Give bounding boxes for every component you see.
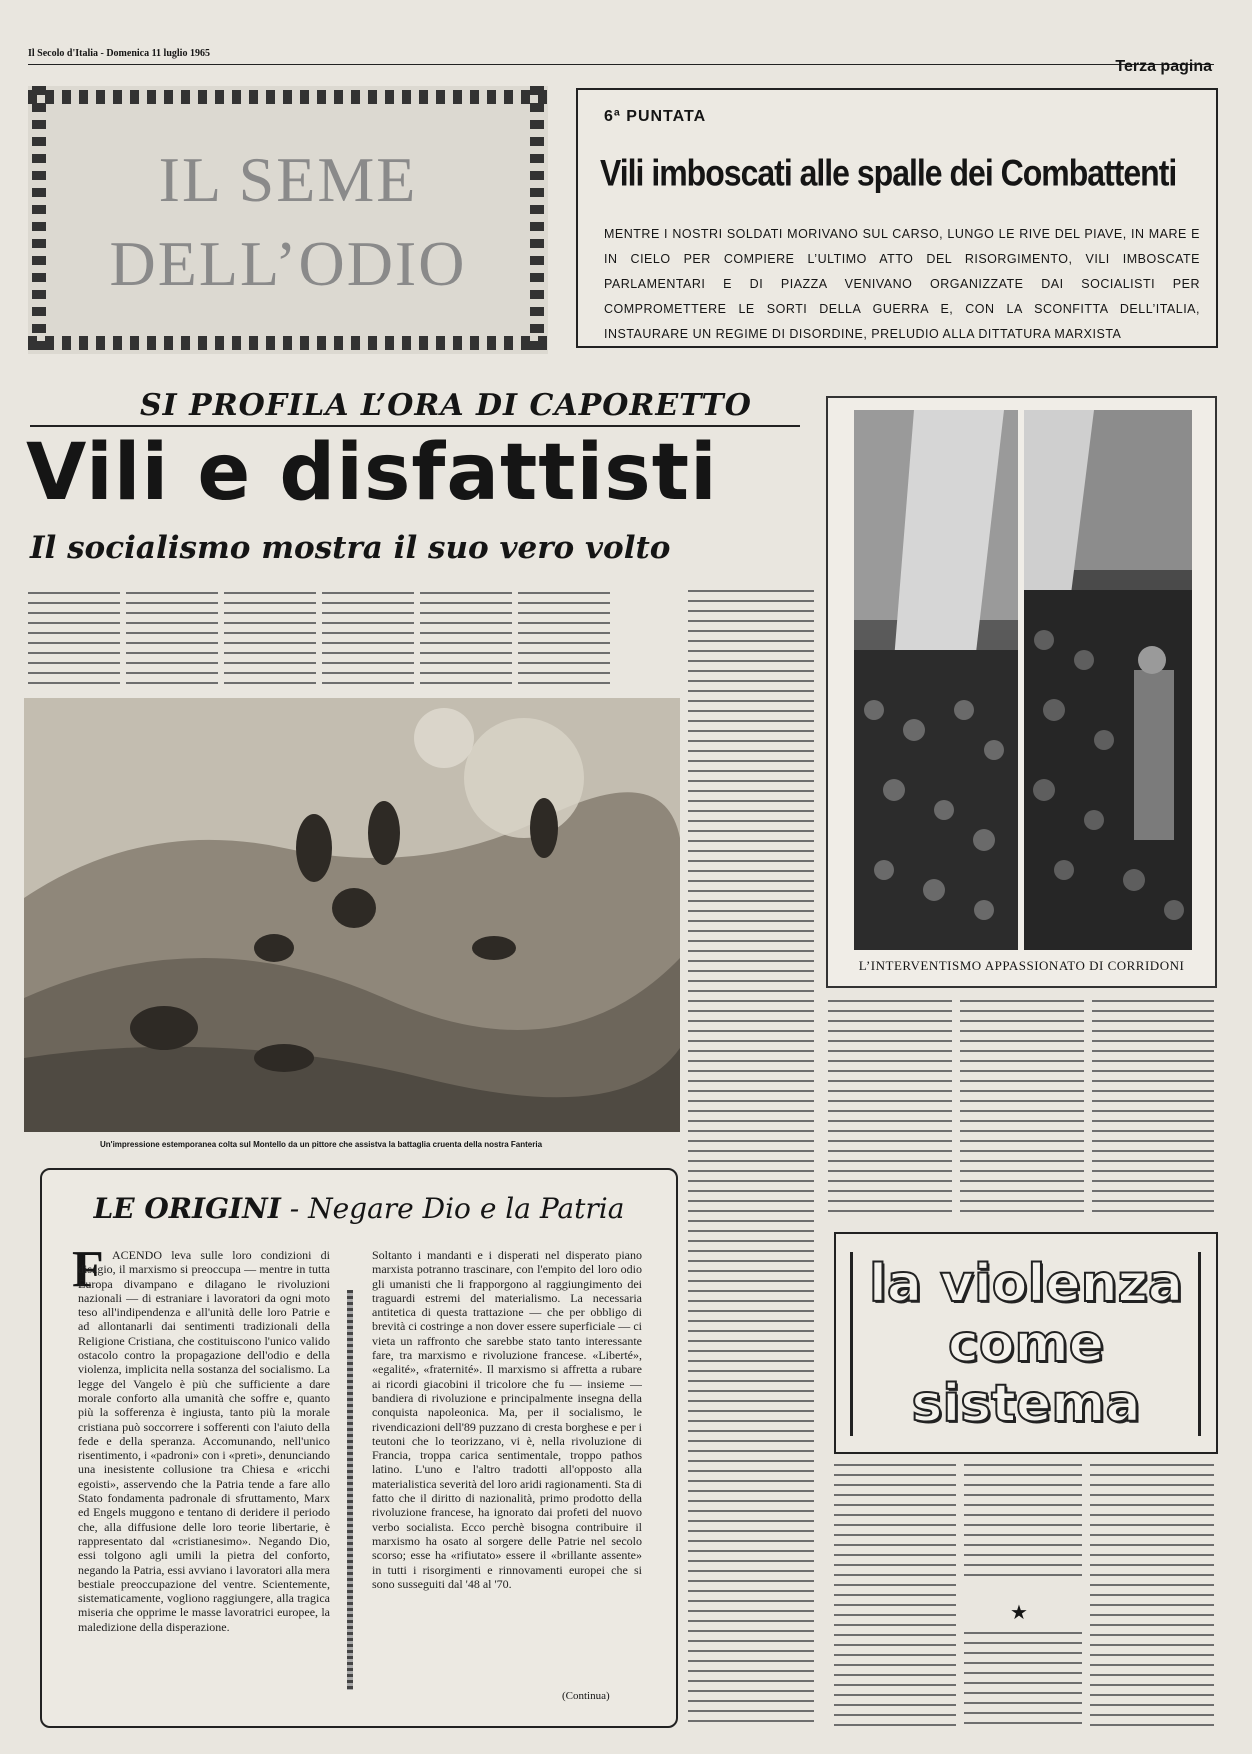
installment-box: [576, 88, 1218, 348]
body-column-2: [126, 592, 218, 688]
series-title-line2: DELL’ODIO: [109, 228, 467, 299]
violenza-line-2: come: [948, 1314, 1104, 1374]
corridoni-photo-frame: [826, 396, 1217, 988]
origini-box: [40, 1168, 678, 1728]
violenza-box: [834, 1232, 1218, 1454]
section-star: ★: [1010, 1600, 1028, 1624]
masthead-rule: [28, 64, 1214, 65]
body-column-9: [960, 1000, 1084, 1212]
dotted-border-right: [530, 86, 544, 354]
dotted-border-bottom: [28, 336, 548, 350]
installment-label: 6ª PUNTATA: [604, 108, 707, 125]
origini-heading: [42, 1192, 676, 1225]
body-column-15: [1090, 1464, 1214, 1726]
installment-summary: MENTRE I NOSTRI SOLDATI MORIVANO SUL CARSO, LUNGO LE RIVE DEL PIAVE, IN MARE E IN CIELO PER COMPIERE L’ULTIMO ATTO DEL RISORGIMENTO, VILI IMBOSCATE PARLAMENTARI E DI PIAZZA VENIVANO ORGANIZZATE DAI SOCIALISTI PER COMPROMETTERE LE SORTI DELLA GUERRA E, CON LA SCONFITTA DELL’ITALIA, INSTAURARE UN REGIME DI DISORDINE, PRELUDIO ALLA DITTATURA MARXISTA: [604, 227, 1200, 341]
body-column-11: [688, 1000, 814, 1728]
crowd-photo-right: [1024, 410, 1192, 950]
kicker: SI PROFILA L’ORA DI CAPORETTO: [140, 388, 752, 423]
dotted-border-left: [32, 86, 46, 354]
body-column-10: [1092, 1000, 1214, 1212]
origini-subtitle: Negare Dio e la Patria: [308, 1192, 625, 1225]
kicker-rule: [30, 425, 800, 427]
section-label: Terza pagina: [1115, 58, 1212, 75]
battle-painting-image: [24, 698, 680, 1132]
origini-column-divider: [347, 1290, 353, 1690]
origini-separator: -: [289, 1192, 309, 1225]
violenza-line-3: sistema: [911, 1374, 1141, 1434]
body-column-1: [28, 592, 120, 688]
origini-column-1: ACENDO leva sulle loro condizioni di disagio, il marxismo si preoccupa — mentre in tutta Europa divampano e dilagano le rivoluzioni nazionali — di estraniare i lavoratori da ogni moto teso all'indipendenza e all'unità delle loro Patrie e ad allontanarli dai sentimenti tradizionali della Religione Cristiana, che costituiscono l'unico valido ostacolo contro la propagazione dell'odio e della violenza, implicita nella sostanza del socialismo. La legge del Vangelo è più che sufficiente a dare morale conforto alla umanità che soffre e, quanto più la sofferenza è ingiusta, tanto più la morale cristiana può soccorrere i sofferenti con l'aiuto della fede e della speranza. Accomunando, nell'unico risentimento, i «padroni» con i «preti», denunciando una inesistente collusione tra Chiesa e «ricchi egoisti», asservendo che la Patria tende a fare allo Stato fondamenta padronale di sfruttamento, Marx ed Engels muggono e tentano di deridere il periodo che, alla diffusione delle loro teorie libertarie, è rappresentato dal «cristianesimo». Negando Dio, essi tolgono agli umili la pietra del conforto, negando la Patria, essi avviano i lavoratori alla mera bestiale preoccupazione del ventre. Scientemente, sistematicamente, vogliono raggiungere, alla tragica miseria che opprime le masse lavoratrici europee, la maledizione della disperazione.: [78, 1248, 330, 1634]
headline: Vili e disfattisti: [26, 428, 718, 518]
body-column-5: [420, 592, 512, 688]
body-column-6: [518, 592, 610, 688]
installment-title: Vili imboscati alle spalle dei Combattenti: [600, 152, 1177, 194]
subhead: Il socialismo mostra il suo vero volto: [30, 530, 671, 566]
violenza-line-1: la violenza: [869, 1254, 1183, 1314]
body-column-8: [828, 1000, 952, 1212]
body-column-12: [834, 1464, 956, 1726]
origini-dropcap: F: [72, 1241, 104, 1298]
series-title-line1: IL SEME: [158, 144, 418, 215]
painting-caption: Un'impressione estemporanea colta sul Montello da un pittore che assistva la battaglia cruenta della nostra Fanteria: [100, 1140, 543, 1149]
body-column-13: [964, 1464, 1082, 1584]
crowd-photo-left: [854, 410, 1018, 950]
body-column-3: [224, 592, 316, 688]
series-title-box: [28, 86, 548, 354]
body-column-14: [964, 1632, 1082, 1726]
photo-caption: L’INTERVENTISMO APPASSIONATO DI CORRIDONI: [858, 958, 1185, 973]
folio-line: Il Secolo d'Italia - Domenica 11 luglio 1965: [28, 48, 210, 59]
body-column-4: [322, 592, 414, 688]
origini-column-2: Soltanto i mandanti e i disperati nel disperato piano marxista potranno trascinare, con l'empito del loro odio gli umanisti che li frapporgono al raggiungimento dei traguardi estremi del materialismo. La necessaria antitetica di questa trattazione — che per obbligo di brevità ci costringe a non dover essere superficiale — ci vieta un raffronto che sarebbe stato tanto interessante fare, tra marxismo e rivoluzione francese. «Liberté», «egalité», «fraternité». Il marxismo si affretta a rubare ai ricordi giacobini il tricolore che fu — insieme — bandiera di rivoluzione e principalmente insegna della conquista napoleonica. Ma, per il socialismo, le rivendicazioni dell'89 puzzano di cresta borghese e per i teutoni che lo teorizzano, vi è, nella rivoluzione di Francia, troppa carica sentimentale, troppo pathos latino. L'uno e l'altro tradotti all'opposto alla materialistica severità del loro aridi ragionamenti. Sta di fatto che il diritto di nazionalità, primo prodotto della rivoluzione francese, ha ignorato dai profeti del nuovo verbo socialista. Ecco perchè bisogna contribuire il marxismo ha osato al sorgere delle Patrie nel secolo scorso; esse ha «rifiutato» essere il «brillante assente» in tutti i risorgimenti e rinnovamenti europei che si sono susseguiti dal '48 al '70.: [372, 1248, 642, 1591]
origini-continua: (Continua): [562, 1690, 610, 1702]
battle-painting: [24, 698, 680, 1132]
origini-title: LE ORIGINI: [93, 1192, 281, 1225]
dotted-border-top: [28, 90, 548, 104]
